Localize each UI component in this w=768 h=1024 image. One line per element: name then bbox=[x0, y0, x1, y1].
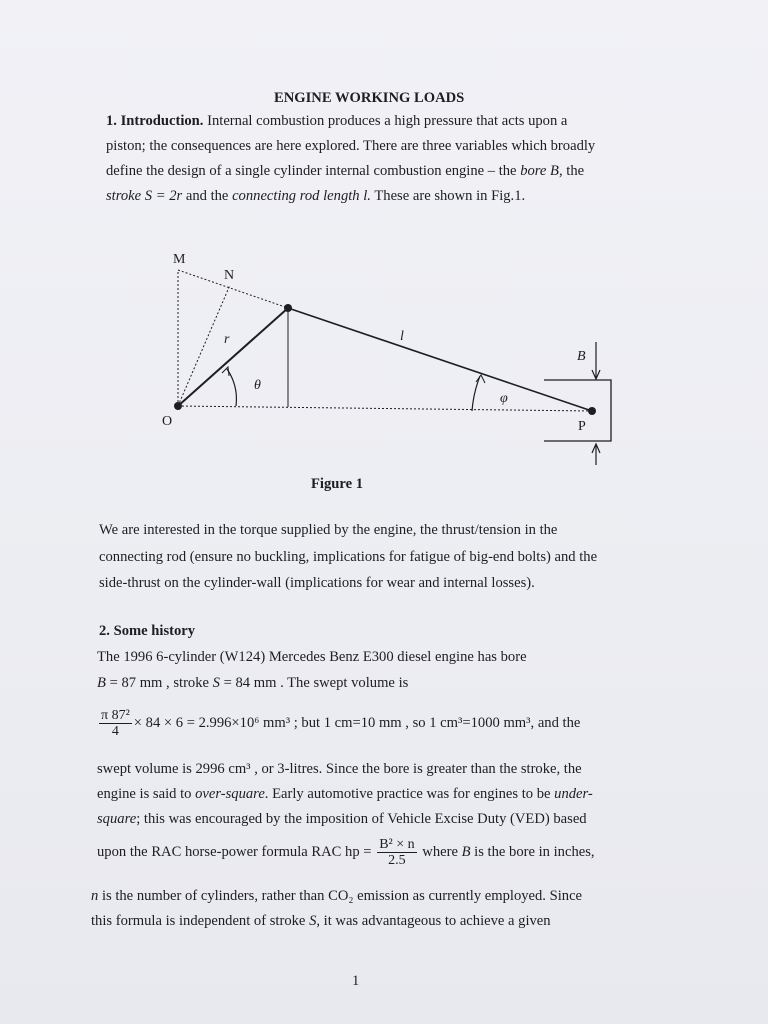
history-line-1: The 1996 6-cylinder (W124) Mercedes Benz E300 diesel engine has bore bbox=[97, 649, 527, 665]
history-text-9c: , it was advantageous to achieve a given bbox=[316, 913, 551, 929]
rac-formula-label: upon the RAC horse-power formula RAC hp = bbox=[97, 843, 372, 860]
history-text-6a: square bbox=[97, 811, 137, 827]
figure-caption: Figure 1 bbox=[311, 476, 364, 492]
history-line-8 bbox=[91, 887, 582, 905]
history-text-8a: n bbox=[91, 888, 99, 904]
intro-text-4a: stroke bbox=[106, 188, 142, 204]
intro-text-4d: connecting rod length l. bbox=[232, 188, 371, 204]
rac-denominator: 2.5 bbox=[388, 853, 406, 868]
label-n: N bbox=[224, 268, 235, 283]
history-bore-symbol: B bbox=[97, 675, 106, 691]
pivot-o bbox=[174, 402, 182, 410]
label-r: r bbox=[224, 332, 230, 347]
history-text-5c: . Early automotive practice was for engines to be bbox=[264, 786, 551, 802]
intro-text-4e: These are shown in Fig.1. bbox=[374, 188, 526, 204]
history-text-7c: B bbox=[461, 843, 471, 860]
history-text-5a: engine is said to bbox=[97, 786, 192, 802]
intro-text-4b: S = 2r bbox=[144, 188, 183, 204]
label-o: O bbox=[162, 414, 173, 429]
label-m: M bbox=[173, 252, 186, 267]
intro-text-3a: define the design of a single cylinder internal combustion engine – the bbox=[106, 163, 517, 179]
history-line-7 bbox=[97, 837, 595, 868]
history-text-5b: over-square bbox=[195, 786, 265, 802]
history-text-7d: is the bore in inches, bbox=[474, 843, 595, 860]
swept-volume-equation: × 84 × 6 = 2.996×10⁶ mm³ ; but 1 cm=10 mm , so 1 cm³=1000 mm³, and the bbox=[133, 714, 581, 731]
history-line-4: swept volume is 2996 cm³ , or 3-litres. Since the bore is greater than the stroke, the bbox=[97, 761, 582, 777]
intro-text-4c: and the bbox=[185, 188, 229, 204]
axis-line bbox=[178, 406, 592, 411]
crank-arm-r bbox=[178, 308, 288, 406]
history-text-9a: this formula is independent of stroke bbox=[91, 913, 306, 929]
history-text-7b: where bbox=[422, 843, 458, 860]
history-line-6 bbox=[97, 810, 587, 828]
label-theta: θ bbox=[254, 378, 261, 393]
history-stroke-value: = 84 mm . The swept volume is bbox=[219, 675, 409, 691]
fraction-denominator: 4 bbox=[111, 724, 119, 739]
label-b: B bbox=[577, 349, 586, 364]
label-phi: φ bbox=[500, 391, 508, 406]
rac-numerator: B² × n bbox=[379, 837, 415, 852]
history-line-3 bbox=[97, 708, 580, 739]
crank-pin bbox=[284, 304, 292, 312]
label-p: P bbox=[578, 419, 586, 434]
history-text-9b: S bbox=[309, 913, 317, 929]
intro-text-3b: bore B bbox=[520, 163, 559, 179]
history-text-5d: under- bbox=[554, 786, 593, 802]
para2-line-1: We are interested in the torque supplied by the engine, the thrust/tension in the bbox=[99, 522, 558, 538]
intro-text-3c: , the bbox=[558, 163, 585, 179]
piston-pin-p bbox=[588, 407, 596, 415]
rac-formula-fraction bbox=[377, 837, 416, 868]
label-l: l bbox=[400, 329, 404, 344]
history-heading: 2. Some history bbox=[99, 623, 196, 639]
page-number: 1 bbox=[352, 973, 360, 989]
intro-line-2: piston; the consequences are here explored. There are three variables which broadly bbox=[106, 138, 596, 154]
history-line-2 bbox=[97, 674, 408, 692]
connecting-rod-l bbox=[288, 308, 592, 411]
history-line-5 bbox=[97, 785, 593, 803]
intro-heading: 1. Introduction. bbox=[106, 113, 204, 129]
para2-line-2: connecting rod (ensure no buckling, implications for fatigue of big-end bolts) and the bbox=[99, 549, 598, 565]
history-stroke-symbol: S bbox=[212, 675, 220, 691]
history-text-6b: ; this was encouraged by the imposition of Vehicle Excise Duty (VED) based bbox=[136, 811, 587, 827]
history-bore-value: = 87 mm , stroke bbox=[105, 675, 213, 691]
para2-line-3: side-thrust on the cylinder-wall (implications for wear and internal losses). bbox=[99, 575, 535, 591]
history-text-8b: is the number of cylinders, rather than CO₂ emission as currently employed. Since bbox=[101, 888, 583, 904]
fraction-numerator: π 87² bbox=[101, 708, 130, 723]
page-title: ENGINE WORKING LOADS bbox=[274, 90, 465, 106]
intro-text-1: Internal combustion produces a high pressure that acts upon a bbox=[207, 113, 568, 129]
swept-volume-fraction bbox=[99, 708, 132, 739]
history-line-9 bbox=[91, 912, 551, 930]
line-on bbox=[178, 285, 230, 406]
